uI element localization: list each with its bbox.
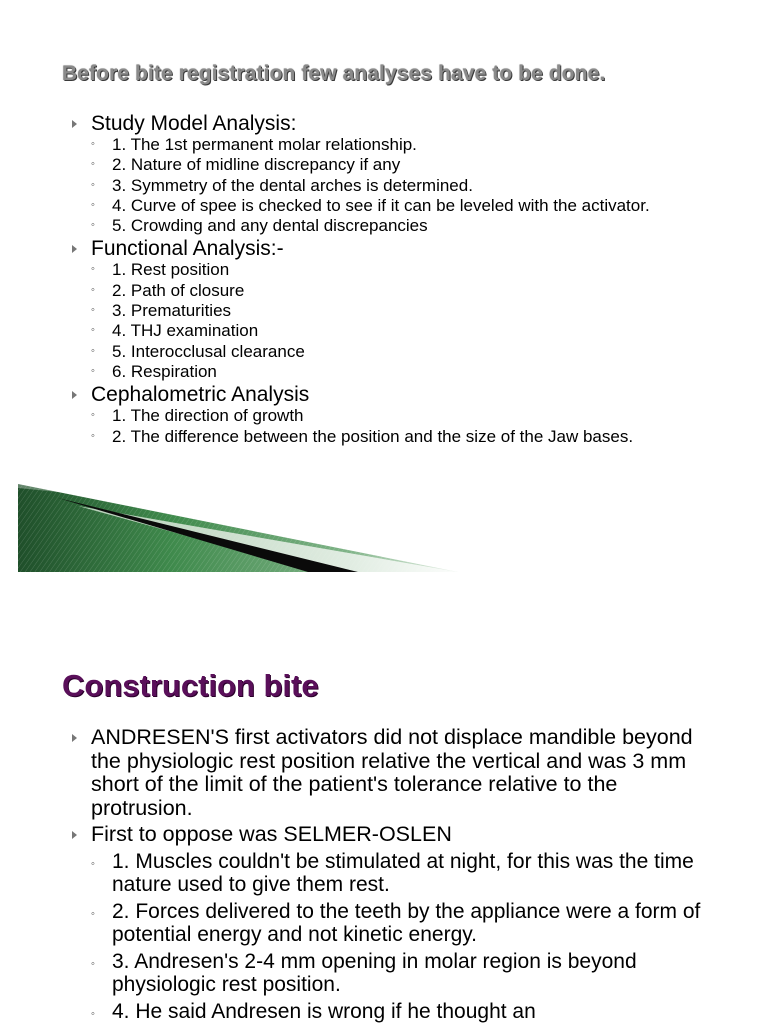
ring-bullet-icon: ◦ bbox=[91, 136, 95, 153]
list-item: ◦ 4. Curve of spee is checked to see if it can be leveled with the activator. bbox=[72, 197, 712, 214]
slide-2-title: Construction bite bbox=[62, 668, 319, 704]
list-item: ◦ 4. He said Andresen is wrong if he thought an bbox=[72, 1000, 722, 1024]
slide-1-title: Before bite registration few analyses have to be done. bbox=[62, 62, 605, 86]
ring-bullet-icon: ◦ bbox=[91, 1003, 95, 1026]
triangle-bullet-icon bbox=[72, 245, 77, 253]
ring-bullet-icon: ◦ bbox=[91, 903, 95, 927]
ring-bullet-icon: ◦ bbox=[91, 322, 95, 339]
ring-bullet-icon: ◦ bbox=[91, 407, 95, 424]
section-label: Cephalometric Analysis bbox=[72, 383, 712, 407]
section-label: Study Model Analysis: bbox=[72, 112, 712, 136]
ring-bullet-icon: ◦ bbox=[91, 343, 95, 360]
list-item: ◦ 2. The difference between the position and the size of the Jaw bases. bbox=[72, 428, 712, 445]
ring-bullet-icon: ◦ bbox=[91, 217, 95, 234]
ring-bullet-icon: ◦ bbox=[91, 363, 95, 380]
section-study-model bbox=[72, 112, 712, 234]
decorative-green-banner bbox=[18, 484, 458, 572]
slide-2 bbox=[0, 640, 768, 1024]
ring-bullet-icon: ◦ bbox=[91, 177, 95, 194]
list-item: ◦ 5. Crowding and any dental discrepancies bbox=[72, 217, 712, 234]
list-item: ◦ 2. Forces delivered to the teeth by the appliance were a form of potential energy and not kinetic energy. bbox=[72, 900, 722, 947]
triangle-bullet-icon bbox=[72, 831, 77, 839]
section-functional bbox=[72, 237, 712, 379]
section-label: First to oppose was SELMER-OSLEN bbox=[72, 823, 722, 847]
list-item: ◦ 2. Path of closure bbox=[72, 282, 712, 299]
slide-2-content bbox=[72, 726, 722, 1026]
list-item: ◦ 1. Muscles couldn't be stimulated at night, for this was the time nature used to give them rest. bbox=[72, 850, 722, 897]
section-label: ANDRESEN'S first activators did not displace mandible beyond the physiologic rest position relative the vertical and was 3 mm short of the limit of the patient's tolerance relative to the protrusion. bbox=[72, 726, 722, 820]
ring-bullet-icon: ◦ bbox=[91, 156, 95, 173]
list-item: ◦ 1. The 1st permanent molar relationship. bbox=[72, 136, 712, 153]
ring-bullet-icon: ◦ bbox=[91, 953, 95, 977]
ring-bullet-icon: ◦ bbox=[91, 282, 95, 299]
list-item: ◦ 3. Symmetry of the dental arches is determined. bbox=[72, 177, 712, 194]
section-andresen bbox=[72, 726, 722, 820]
triangle-bullet-icon bbox=[72, 120, 77, 128]
list-item: ◦ 3. Prematurities bbox=[72, 302, 712, 319]
ring-bullet-icon: ◦ bbox=[91, 428, 95, 445]
ring-bullet-icon: ◦ bbox=[91, 261, 95, 278]
ring-bullet-icon: ◦ bbox=[91, 197, 95, 214]
list-item: ◦ 4. THJ examination bbox=[72, 322, 712, 339]
section-label: Functional Analysis:- bbox=[72, 237, 712, 261]
list-item: ◦ 2. Nature of midline discrepancy if any bbox=[72, 156, 712, 173]
ring-bullet-icon: ◦ bbox=[91, 853, 95, 877]
list-item: ◦ 3. Andresen's 2-4 mm opening in molar region is beyond physiologic rest position. bbox=[72, 950, 722, 997]
triangle-bullet-icon bbox=[72, 391, 77, 399]
slide-1-content bbox=[72, 112, 712, 448]
ring-bullet-icon: ◦ bbox=[91, 302, 95, 319]
list-item: ◦ 6. Respiration bbox=[72, 363, 712, 380]
section-cephalometric bbox=[72, 383, 712, 444]
section-selmer-oslen bbox=[72, 823, 722, 1023]
list-item: ◦ 5. Interocclusal clearance bbox=[72, 343, 712, 360]
list-item: ◦ 1. Rest position bbox=[72, 261, 712, 278]
list-item: ◦ 1. The direction of growth bbox=[72, 407, 712, 424]
triangle-bullet-icon bbox=[72, 734, 77, 742]
